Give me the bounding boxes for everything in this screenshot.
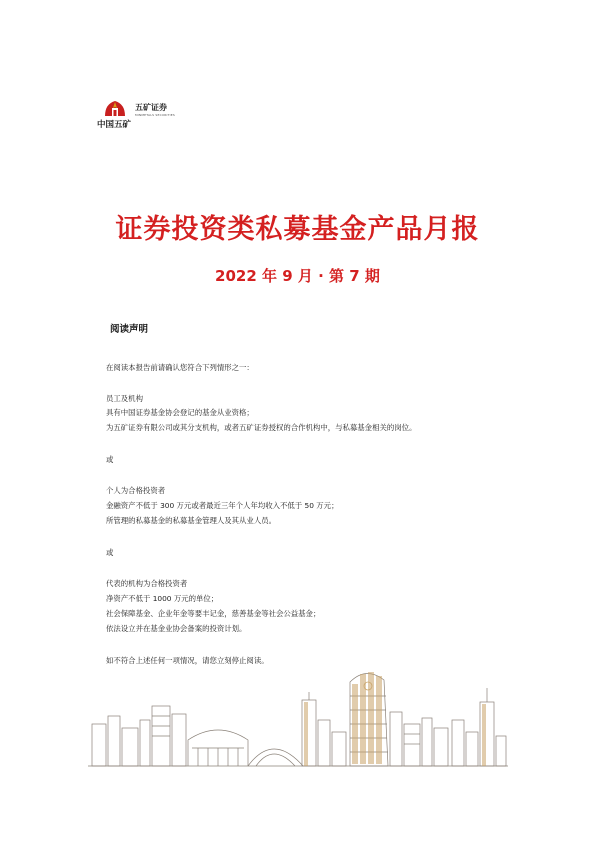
or-separator: 或 <box>106 455 114 464</box>
logo-group-name: 中国五矿 <box>97 120 132 130</box>
group3-line: 社会保障基金、企业年金等要丰记金，慈善基金等社会公益基金； <box>106 609 321 618</box>
logo-company-name: 五矿证券 <box>135 103 167 112</box>
or-separator: 或 <box>106 548 114 557</box>
group3-heading: 代表的机构为合格投资者 <box>106 579 188 588</box>
closing-text: 如不符合上述任何一项情况，请您立刻停止阅读。 <box>106 656 269 665</box>
group3-line: 依法设立并在基金业协会备案的投资计划。 <box>106 624 247 633</box>
section-title: 阅读声明 <box>110 324 149 335</box>
group2-heading: 个人为合格投资者 <box>106 486 166 495</box>
group2-line: 所管理的私募基金的私募基金管理人及其从业人员。 <box>106 516 276 525</box>
company-logo <box>97 98 187 134</box>
intro-text: 在阅读本报告前请确认您符合下列情形之一： <box>106 363 254 372</box>
city-skyline-illustration <box>88 662 508 772</box>
report-title: 证券投资类私募基金产品月报 <box>115 214 480 245</box>
group2-line: 金融资产不低于 300 万元或者最近三年个人年均收入不低于 50 万元； <box>106 501 339 510</box>
report-issue: 2022 年 9 月 · 第 7 期 <box>215 267 380 285</box>
group3-line: 净资产不低于 1000 万元的单位； <box>106 594 219 603</box>
minmetals-logo-icon <box>103 98 127 118</box>
group1-heading: 员工及机构 <box>106 394 143 403</box>
group1-line: 具有中国证券基金协会登记的基金从业资格； <box>106 408 254 417</box>
logo-company-name-en: MINMETALS SECURITIES <box>135 113 175 117</box>
group1-line: 为五矿证券有限公司或其分支机构，或者五矿证券授权的合作机构中，与私募基金相关的岗位。 <box>106 423 417 432</box>
